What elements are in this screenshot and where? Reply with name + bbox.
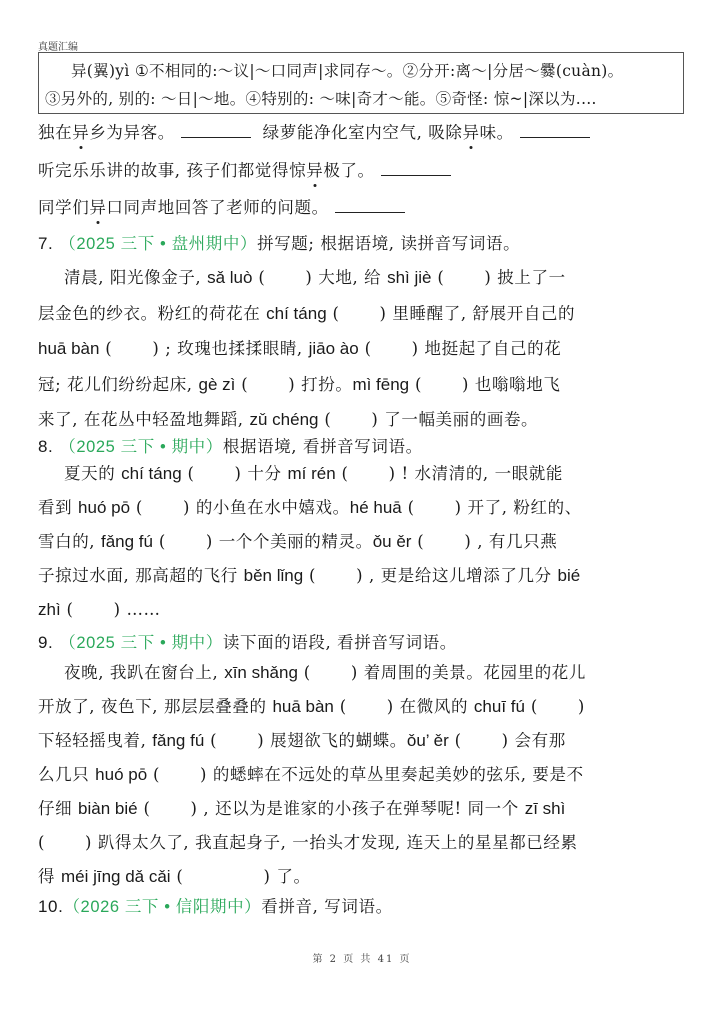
pinyin: xīn shǎng xyxy=(224,663,298,682)
question-text: ) 大地, 给 xyxy=(305,268,388,287)
question-text: ( xyxy=(333,697,347,716)
pinyin: méi jīng dǎ cǎi xyxy=(60,867,171,886)
question-text: ) 十分 xyxy=(234,464,288,483)
question-line xyxy=(38,662,686,684)
sentence-text: 同学们 xyxy=(38,198,90,217)
pinyin: sǎ luò xyxy=(207,268,253,287)
emphasized-char: 异 xyxy=(462,123,480,142)
question-line xyxy=(38,463,686,485)
emphasized-char: 异 xyxy=(72,123,90,142)
sentence-text: 乡为异客。 xyxy=(89,123,175,142)
question-line xyxy=(38,338,686,360)
question-text: ) 披上了一 xyxy=(484,268,566,287)
question-text: ( xyxy=(448,731,462,750)
question-line xyxy=(38,374,686,396)
question-text: 下轻轻摇曳着, xyxy=(38,731,153,750)
definition-line-1: 异(翼)yì ①不相同的:～议|～口同声|求同存～。②分开:离～|分居～爨(cuàn)。 xyxy=(71,62,624,80)
sentence-text: 极了。 xyxy=(323,161,375,180)
question-text: ( xyxy=(38,833,46,852)
question-text: ( xyxy=(326,303,340,323)
question-source: （2025 三下 • 期中） xyxy=(59,438,223,456)
question-text: ( xyxy=(411,532,425,551)
question-text: ) 在微风的 xyxy=(386,697,474,716)
question-text: 清晨, 阳光像金子, xyxy=(64,268,208,287)
question-8-heading xyxy=(38,436,686,458)
question-text: ( xyxy=(99,339,113,358)
question-text: ) 会有那 xyxy=(501,731,566,750)
question-source: （2026 三下 • 信阳期中） xyxy=(63,898,262,916)
sentence-text: 绿萝能净化室内空气, 吸除 xyxy=(262,123,463,142)
definition-line-2: ③另外的, 别的: ～日|～地。④特别的: ～味|奇才～能。⑤奇怪: 惊~|深以为.… xyxy=(45,90,597,108)
question-9-heading xyxy=(38,632,686,654)
question-text: ( xyxy=(524,697,538,716)
page-footer: 第 2 页 共 41 页 xyxy=(312,954,412,965)
emphasized-char: 异 xyxy=(89,198,107,217)
pinyin: chuī fú xyxy=(473,697,525,716)
pinyin: mì fēng xyxy=(352,374,410,394)
question-text: ( xyxy=(130,498,143,517)
question-prompt: 根据语境, 看拼音写词语。 xyxy=(222,437,423,456)
question-text: ( xyxy=(170,867,184,886)
question-text: ( xyxy=(204,731,218,750)
question-prompt: 读下面的语段, 看拼音写词语。 xyxy=(222,633,457,652)
question-10-heading xyxy=(38,896,686,918)
question-text: ) 了一幅美丽的画卷。 xyxy=(371,410,539,429)
question-text: 冠; 花儿们纷纷起床, xyxy=(38,374,199,394)
question-text: ( xyxy=(181,464,195,483)
pinyin: jiāo ào xyxy=(308,339,359,358)
question-prompt: 看拼音, 写词语。 xyxy=(261,897,393,916)
header-label: 真题汇编 xyxy=(38,42,78,53)
question-text: ( xyxy=(60,600,74,619)
question-text: ) xyxy=(577,697,585,716)
pinyin: běn lǐng xyxy=(243,566,304,585)
question-number: 9. xyxy=(38,633,54,652)
question-source: （2025 三下 • 盘州期中） xyxy=(59,235,258,253)
question-line xyxy=(38,565,686,587)
pinyin: fǎng fú xyxy=(101,532,153,551)
pinyin: huā bàn xyxy=(272,697,334,716)
pinyin: chí táng xyxy=(266,303,327,323)
question-text: ( xyxy=(431,268,445,287)
pinyin: zhì xyxy=(38,600,61,619)
question-text: ) 一个个美丽的精灵。 xyxy=(205,532,373,551)
question-number: 10. xyxy=(38,897,64,916)
question-text: 看到 xyxy=(38,498,79,517)
pinyin: bié xyxy=(557,566,581,585)
question-text: 夏天的 xyxy=(64,464,122,483)
question-text: ) 的小鱼在水中嬉戏。 xyxy=(182,498,350,517)
question-text: 夜晚, 我趴在窗台上, xyxy=(64,663,225,682)
question-line xyxy=(38,696,686,718)
question-line xyxy=(38,798,686,820)
question-text: ) 了。 xyxy=(263,867,311,886)
sentence-text: 独在 xyxy=(38,123,73,142)
question-number: 8. xyxy=(38,437,54,456)
pinyin: mí rén xyxy=(287,464,336,483)
answer-blank[interactable] xyxy=(335,198,405,213)
question-prompt: 拼写题; 根据语境, 读拼音写词语。 xyxy=(257,234,521,253)
pinyin: fǎng fú xyxy=(152,731,205,750)
sentence-2 xyxy=(38,160,686,182)
question-line xyxy=(38,866,686,888)
question-number: 7. xyxy=(38,234,54,253)
answer-blank[interactable] xyxy=(181,123,251,138)
sentence-text: 听完乐乐讲的故事, 孩子们都觉得惊 xyxy=(38,161,307,180)
question-text: ) 的蟋蟀在不远处的草丛里奏起美妙的弦乐, 要是不 xyxy=(200,765,584,784)
question-text: ) ! 水清清的, 一眼就能 xyxy=(388,464,564,483)
question-line xyxy=(38,303,686,325)
question-text: 开放了, 夜色下, 那层层叠叠的 xyxy=(38,697,273,716)
question-text: ) 打扮。 xyxy=(288,374,353,394)
question-text: ) …… xyxy=(113,600,161,619)
definition-box xyxy=(38,52,684,114)
pinyin: chí táng xyxy=(121,464,182,483)
question-text: ) 里睡醒了, 舒展开自己的 xyxy=(379,303,576,323)
question-text: ) , 更是给这儿增添了几分 xyxy=(356,566,558,585)
question-text: ( xyxy=(297,663,311,682)
sentence-text: 口同声地回答了老师的问题。 xyxy=(106,198,329,217)
question-text: ) , 有几只燕 xyxy=(464,532,558,551)
question-text: ( xyxy=(147,765,161,784)
pinyin: shì jiè xyxy=(387,268,432,287)
question-text: ( xyxy=(358,339,372,358)
emphasized-char: 异 xyxy=(306,161,324,180)
question-text: 仔细 xyxy=(38,799,79,818)
question-line xyxy=(38,832,686,854)
question-line xyxy=(38,409,686,431)
pinyin: huó pō xyxy=(95,765,148,784)
pinyin: zǔ chéng xyxy=(249,410,319,429)
question-text: ) 也嗡嗡地飞 xyxy=(462,374,561,394)
answer-blank[interactable] xyxy=(381,161,451,176)
question-text: 层金色的纱衣。粉红的荷花在 xyxy=(38,303,267,323)
question-text: 么几只 xyxy=(38,765,96,784)
sentence-3 xyxy=(38,197,686,219)
question-text: 得 xyxy=(38,867,61,886)
question-text: 雪白的, xyxy=(38,532,101,551)
pinyin: ǒu’ ěr xyxy=(406,731,449,750)
answer-blank[interactable] xyxy=(520,123,590,138)
question-text: ) 着周围的美景。花园里的花儿 xyxy=(350,663,586,682)
question-line xyxy=(38,531,686,553)
question-text: 来了, 在花丛中轻盈地舞蹈, xyxy=(38,410,250,429)
question-text: 子掠过水面, 那高超的飞行 xyxy=(38,566,244,585)
question-text: ( xyxy=(235,374,249,394)
question-text: ) 趴得太久了, 我直起身子, 一抬头才发现, 连天上的星星都已经累 xyxy=(85,833,578,852)
sentence-1 xyxy=(38,122,686,144)
question-text: ( xyxy=(137,799,151,818)
question-line xyxy=(38,764,686,786)
pinyin: hé huā xyxy=(349,498,402,517)
question-text: ( xyxy=(318,410,332,429)
sentence-text: 味。 xyxy=(479,123,514,142)
question-text: ) 开了, 粉红的、 xyxy=(454,498,582,517)
question-line xyxy=(38,730,686,752)
question-text: ( xyxy=(401,498,415,517)
pinyin: huā bàn xyxy=(38,339,100,358)
question-source: （2025 三下 • 期中） xyxy=(59,634,223,652)
question-text: ) 地挺起了自己的花 xyxy=(411,339,562,358)
question-text: ( xyxy=(252,268,266,287)
question-text: ( xyxy=(303,566,317,585)
pinyin: huó pō xyxy=(78,498,131,517)
question-text: ) ; 玫瑰也揉揉眼睛, xyxy=(152,339,309,358)
pinyin: gè zì xyxy=(198,374,236,394)
question-text: ) , 还以为是谁家的小孩子在弹琴呢! 同一个 xyxy=(190,799,525,818)
question-line xyxy=(38,497,686,519)
pinyin: zī shì xyxy=(524,799,566,818)
question-text: ( xyxy=(335,464,349,483)
pinyin: biàn bié xyxy=(78,799,138,818)
pinyin: ǒu ěr xyxy=(372,532,412,551)
question-7-heading xyxy=(38,233,686,255)
question-line xyxy=(38,599,686,621)
question-line xyxy=(38,267,686,289)
question-text: ) 展翅欲飞的蝴蝶。 xyxy=(257,731,407,750)
question-text: ( xyxy=(409,374,423,394)
question-text: ( xyxy=(153,532,166,551)
